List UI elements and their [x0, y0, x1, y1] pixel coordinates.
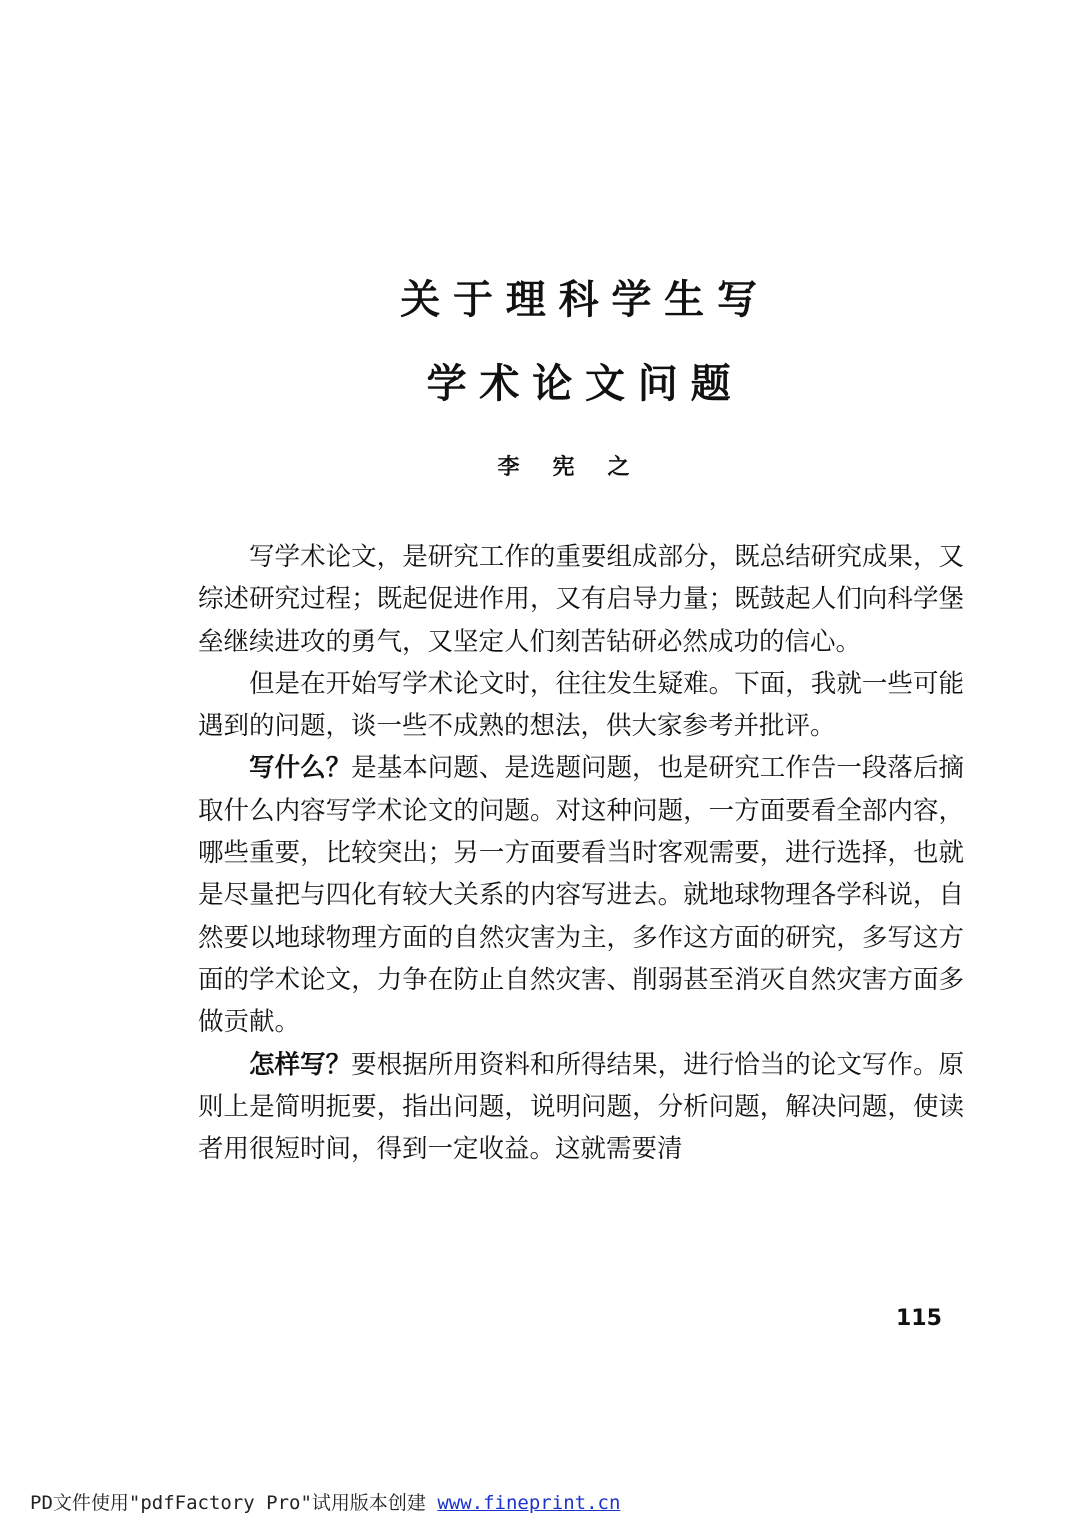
pdf-watermark — [30, 1488, 620, 1515]
paragraph-text: 要根据所用资料和所得结果，进行恰当的论文写作。原则上是简明扼要，指出问题，说明问题，分析问题，解决问题，使读者用很短时间，得到一定收益。这就需要清 — [198, 1049, 964, 1165]
paragraph-lead: 怎样写？ — [249, 1049, 352, 1080]
page-number: 115 — [896, 1306, 942, 1331]
watermark-link[interactable]: www.fineprint.cn — [437, 1492, 621, 1514]
author-name: 李宪之 — [497, 454, 663, 480]
article-title-line-1: 关于理科学生写 — [400, 277, 770, 323]
paragraph-lead: 写什么？ — [249, 753, 352, 784]
paragraph-what-to-write — [198, 747, 964, 1043]
paragraph-text: 写学术论文，是研究工作的重要组成部分，既总结研究成果，又综述研究过程；既起促进作用，又有启导力量；既鼓起人们向科学堡垒继续进攻的勇气，又坚定人们刻苦钻研必然成功的信心。 — [198, 542, 964, 657]
paragraph-text: 但是在开始写学术论文时，往往发生疑难。下面，我就一些可能遇到的问题，谈一些不成熟的想法，供大家参考并批评。 — [198, 668, 964, 742]
article-body — [198, 536, 964, 1170]
article-title-line-2: 学术论文问题 — [426, 361, 744, 407]
paragraph-difficulties — [198, 663, 964, 748]
paragraph-intro — [198, 536, 964, 663]
paragraph-how-to-write — [198, 1044, 964, 1171]
watermark-text: PD文件使用"pdfFactory Pro"试用版本创建 — [30, 1492, 426, 1514]
paragraph-text: 是基本问题、是选题问题，也是研究工作告一段落后摘取什么内容写学术论文的问题。对这种问题，一方面要看全部内容，哪些重要，比较突出；另一方面要看当时客观需要，进行选择，也就是尽量把与四化有较大关系的内容写进去。就地球物理各学科说，自然要以地球物理方面的自然灾害为主，多作这方面的研究，多写这方面的学术论文，力争在防止自然灾害、削弱甚至消灭自然灾害方面多做贡献。 — [198, 753, 964, 1038]
